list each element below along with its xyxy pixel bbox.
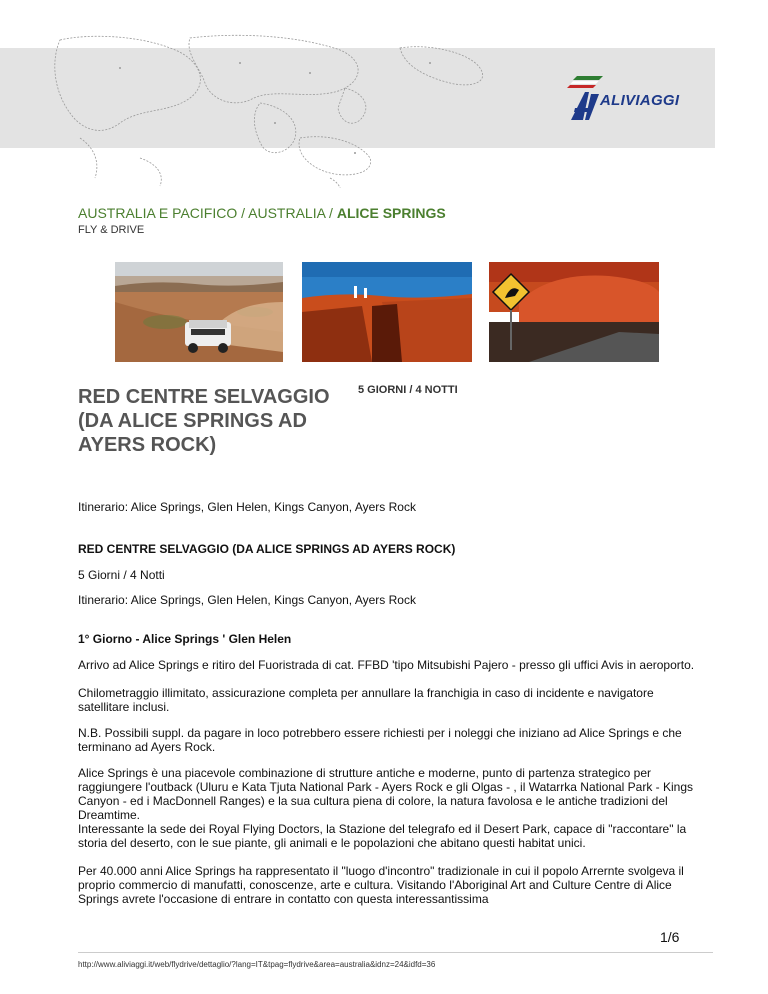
breadcrumb xyxy=(78,205,446,221)
section-duration: 5 Giorni / 4 Notti xyxy=(78,568,165,582)
photo-kings-canyon xyxy=(302,262,472,362)
tour-title: RED CENTRE SELVAGGIO (DA ALICE SPRINGS AD AYERS ROCK) xyxy=(78,386,330,456)
paragraph-alice-springs: Alice Springs è una piacevole combinazione di strutture antiche e moderne, punto di partenza strategico per raggiungere l'outback (Uluru e Kata Tjuta National Park - Ayers Rock e gli Olgas - , il Watarrka National Park - Kings Canyon - ed i MacDonnell Ranges) e la sua cultura piena di colore, la natura favolosa e le antiche tradizioni del Dreamtime. xyxy=(78,766,694,822)
tour-itinerary: Itinerario: Alice Springs, Glen Helen, Kings Canyon, Ayers Rock xyxy=(78,500,416,514)
page-number: 1/6 xyxy=(660,929,680,945)
photo-outback-car xyxy=(115,262,283,362)
section-title: RED CENTRE SELVAGGIO (DA ALICE SPRINGS AD AYERS ROCK) xyxy=(78,542,456,556)
photo-ayers-rock-sign xyxy=(489,262,659,362)
paragraph-arrernte: Per 40.000 anni Alice Springs ha rappresentato il "luogo d'incontro" tradizionale in cui il popolo Arrernte svolgeva il proprio commercio di manufatti, conoscenze, arte e cultura. Visitando l'Aboriginal Art and Culture Centre di Alice Springs avrete l'occasione di entrare in contatto con questa interessantissima xyxy=(78,864,684,906)
breadcrumb-path: AUSTRALIA E PACIFICO / AUSTRALIA / xyxy=(78,205,337,221)
category-subtitle: FLY & DRIVE xyxy=(78,224,145,236)
breadcrumb-current: ALICE SPRINGS xyxy=(336,205,446,221)
paragraph-flying-doctors: Interessante la sede dei Royal Flying Doctors, la Stazione del telegrafo ed il Desert Park, capace di "raccontare" la storia del deserto, con le sue piante, gli animali e le popolazioni che abitano questi habitat unici. xyxy=(78,822,687,850)
paragraph-arrival: Arrivo ad Alice Springs e ritiro del Fuoristrada di cat. FFBD 'tipo Mitsubishi Pajero - presso gli uffici Avis in aeroporto. xyxy=(78,658,695,672)
footer-url: http://www.aliviaggi.it/web/flydrive/dettaglio/?lang=IT&tpag=flydrive&area=australia&idnz=24&idfd=36 xyxy=(78,960,436,969)
day1-title: 1° Giorno - Alice Springs ' Glen Helen xyxy=(78,632,292,646)
world-map-graphic xyxy=(0,28,560,188)
footer-divider xyxy=(78,952,713,953)
tour-duration: 5 GIORNI / 4 NOTTI xyxy=(358,384,458,396)
logo-wordmark: ALIVIAGGI xyxy=(600,92,680,109)
paragraph-mileage: Chilometraggio illimitato, assicurazione completa per annullare la franchigia in caso di incidente e navigatore satellitare inclusi. xyxy=(78,686,654,714)
paragraph-note: N.B. Possibili suppl. da pagare in loco potrebbero essere richiesti per i noleggi che iniziano ad Alice Springs e che terminano ad Ayers Rock. xyxy=(78,726,682,754)
section-itinerary: Itinerario: Alice Springs, Glen Helen, Kings Canyon, Ayers Rock xyxy=(78,593,416,607)
